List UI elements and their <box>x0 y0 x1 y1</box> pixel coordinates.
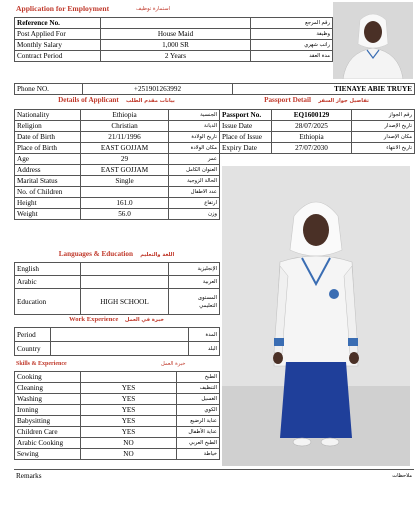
table-row <box>15 394 220 405</box>
field-value: EQ1600129 <box>272 110 352 121</box>
field-value: YES <box>81 427 177 438</box>
passport-section-ar: تفاصيل جواز السفر <box>318 98 369 104</box>
table-row <box>15 40 333 51</box>
field-value: NO <box>81 449 177 460</box>
field-label: Education <box>15 289 81 315</box>
table-row <box>15 449 220 460</box>
title-table <box>14 3 332 14</box>
field-value: EAST GOJJAM <box>81 165 169 176</box>
field-value: HIGH SCHOOL <box>81 289 169 315</box>
work-table <box>14 327 220 356</box>
field-label-ar: تاريخ الانتهاء <box>352 143 415 154</box>
field-label: Contract Period <box>15 51 101 62</box>
field-label-ar: المدة <box>189 328 220 342</box>
applicant-section-header <box>14 95 219 106</box>
field-label: Children Care <box>15 427 81 438</box>
field-label-ar: الإنجليزية <box>169 263 220 276</box>
table-row <box>15 372 220 383</box>
applicant-headshot-photo <box>333 2 413 79</box>
field-label: Country <box>15 342 51 356</box>
field-value: 1,000 SR <box>101 40 251 51</box>
top-info-table <box>14 17 333 62</box>
field-label-ar: وزن <box>169 209 220 220</box>
work-section-en: Work Experience <box>68 315 119 323</box>
field-value: 28/07/2025 <box>272 121 352 132</box>
field-label-ar: العربية <box>169 276 220 289</box>
table-row <box>15 427 220 438</box>
table-row <box>15 383 220 394</box>
applicant-full-photo <box>222 166 410 466</box>
passport-details-table <box>219 109 415 154</box>
field-value: 56.0 <box>81 209 169 220</box>
remarks-label: Remarks <box>14 470 334 482</box>
table-row <box>15 438 220 449</box>
work-section-ar: خبرة في العمل <box>124 316 165 323</box>
field-label-ar: رقم المرجع <box>251 18 333 29</box>
field-value: 29 <box>81 154 169 165</box>
field-label-ar: الجنسية <box>169 110 220 121</box>
field-label-ar: ارتفاع <box>169 198 220 209</box>
skills-section-header <box>14 358 219 369</box>
field-label: Expiry Date <box>220 143 272 154</box>
field-value: 161.0 <box>81 198 169 209</box>
field-label: Cooking <box>15 372 81 383</box>
table-row <box>15 132 220 143</box>
field-label-ar: تاريخ الولادة <box>169 132 220 143</box>
field-label: Monthly Salary <box>15 40 101 51</box>
field-label: Marital Status <box>15 176 81 187</box>
field-label-ar: الديانة <box>169 121 220 132</box>
field-label: Nationality <box>15 110 81 121</box>
field-label-ar: رقم الجواز <box>352 110 415 121</box>
table-row <box>15 263 220 276</box>
field-label: Weight <box>15 209 81 220</box>
field-label-ar: الكوي <box>177 405 220 416</box>
field-value: YES <box>81 394 177 405</box>
field-value: Single <box>81 176 169 187</box>
table-row <box>14 470 414 482</box>
field-value: EAST GOJJAM <box>81 143 169 154</box>
table-row <box>220 110 415 121</box>
table-row <box>15 198 220 209</box>
field-label-ar: الطبخ العربي <box>177 438 220 449</box>
field-value <box>101 18 251 29</box>
table-row <box>15 121 220 132</box>
skills-table <box>14 371 220 460</box>
applicant-name: TIENAYE ABIE TRUYE <box>233 84 415 95</box>
applicant-section-ar: بيانات مقدم الطلب <box>126 98 175 104</box>
field-value: YES <box>81 383 177 394</box>
field-label: Passport No. <box>220 110 272 121</box>
field-label-ar: تاريخ الإصدار <box>352 121 415 132</box>
field-label: Religion <box>15 121 81 132</box>
table-row <box>15 51 333 62</box>
table-row <box>15 276 220 289</box>
table-row <box>15 328 220 342</box>
field-value: 2 Years <box>101 51 251 62</box>
field-label-ar: عناية الأطفال <box>177 427 220 438</box>
remarks-table <box>14 469 414 482</box>
field-label: Date of Birth <box>15 132 81 143</box>
table-row <box>15 342 220 356</box>
field-value: House Maid <box>101 29 251 40</box>
table-row <box>15 154 220 165</box>
table-row <box>15 143 220 154</box>
table-row <box>15 29 333 40</box>
field-value <box>81 263 169 276</box>
field-label-ar: مدة العقد <box>251 51 333 62</box>
field-label: Ironing <box>15 405 81 416</box>
full-body-image <box>222 166 410 466</box>
table-row <box>15 18 333 29</box>
table-row <box>15 84 415 95</box>
field-label-ar: عدد الاطفال <box>169 187 220 198</box>
field-label-ar: العنوان الكامل <box>169 165 220 176</box>
field-label-ar: مكان الإصدار <box>352 132 415 143</box>
applicant-section-en: Details of Applicant <box>58 96 119 104</box>
field-label: Address <box>15 165 81 176</box>
field-label: Place of Issue <box>220 132 272 143</box>
table-row <box>220 143 415 154</box>
field-label: Arabic <box>15 276 81 289</box>
field-label: Age <box>15 154 81 165</box>
field-value: Ethiopia <box>272 132 352 143</box>
field-label: Period <box>15 328 51 342</box>
title-ar: استمارة توظيف <box>136 5 170 12</box>
phone-label: Phone NO. <box>15 84 83 95</box>
table-row <box>15 165 220 176</box>
language-table <box>14 262 220 315</box>
language-section-en: Languages & Education <box>58 250 134 258</box>
field-label-ar: البلد <box>189 342 220 356</box>
field-value <box>51 342 189 356</box>
field-label: Arabic Cooking <box>15 438 81 449</box>
table-row <box>15 209 220 220</box>
title-en: Application for Employment <box>16 3 110 13</box>
field-label-ar: عمر <box>169 154 220 165</box>
field-label-ar: عناية الرضيع <box>177 416 220 427</box>
field-label-ar: الطبخ <box>177 372 220 383</box>
field-label-ar: الغسيل <box>177 394 220 405</box>
field-label: Issue Date <box>220 121 272 132</box>
table-row <box>15 176 220 187</box>
field-label-ar: المستوى <box>198 294 217 301</box>
field-label: Post Applied For <box>15 29 101 40</box>
table-row <box>15 110 220 121</box>
field-value: YES <box>81 416 177 427</box>
table-row <box>15 405 220 416</box>
remarks-label-ar: ملاحظات <box>334 470 414 482</box>
language-section-ar: اللغة والتعليم <box>140 252 175 258</box>
field-label-ar: التنظيف <box>177 383 220 394</box>
table-row <box>220 132 415 143</box>
headshot-image <box>333 2 413 79</box>
field-value: NO <box>81 438 177 449</box>
field-value: Christian <box>81 121 169 132</box>
passport-section-en: Passport Detail <box>264 96 311 104</box>
field-label-ar: الحالة الزوجية <box>169 176 220 187</box>
work-section-header <box>14 314 219 325</box>
table-row <box>15 187 220 198</box>
field-label: English <box>15 263 81 276</box>
field-value: YES <box>81 405 177 416</box>
field-value: 21/11/1996 <box>81 132 169 143</box>
table-row <box>15 289 220 315</box>
field-label: Washing <box>15 394 81 405</box>
field-label-ar: خياطة <box>177 449 220 460</box>
field-value <box>81 372 177 383</box>
field-label: No. of Children <box>15 187 81 198</box>
table-row <box>15 416 220 427</box>
phone-value: +251901263992 <box>83 84 233 95</box>
field-label: Reference No. <box>15 18 101 29</box>
field-label-ar: وظيفة <box>251 29 333 40</box>
field-value <box>51 328 189 342</box>
field-label-ar: مكان الولادة <box>169 143 220 154</box>
skills-section-ar: خبرة العمل <box>161 360 186 367</box>
table-row <box>220 121 415 132</box>
field-label-ar: راتب شهري <box>251 40 333 51</box>
field-value <box>81 276 169 289</box>
field-value: 27/07/2030 <box>272 143 352 154</box>
field-value <box>81 187 169 198</box>
field-value: Ethiopia <box>81 110 169 121</box>
field-label: Place of Birth <box>15 143 81 154</box>
language-section-header <box>14 249 219 260</box>
applicant-details-table <box>14 109 220 220</box>
skills-section-en: Skills & Experience <box>16 360 67 367</box>
passport-section-header <box>219 95 414 106</box>
field-label-ar-2: التعليمي <box>199 302 217 309</box>
field-label: Babysitting <box>15 416 81 427</box>
field-label: Sewing <box>15 449 81 460</box>
field-label: Cleaning <box>15 383 81 394</box>
field-label: Height <box>15 198 81 209</box>
phone-name-table <box>14 83 415 95</box>
